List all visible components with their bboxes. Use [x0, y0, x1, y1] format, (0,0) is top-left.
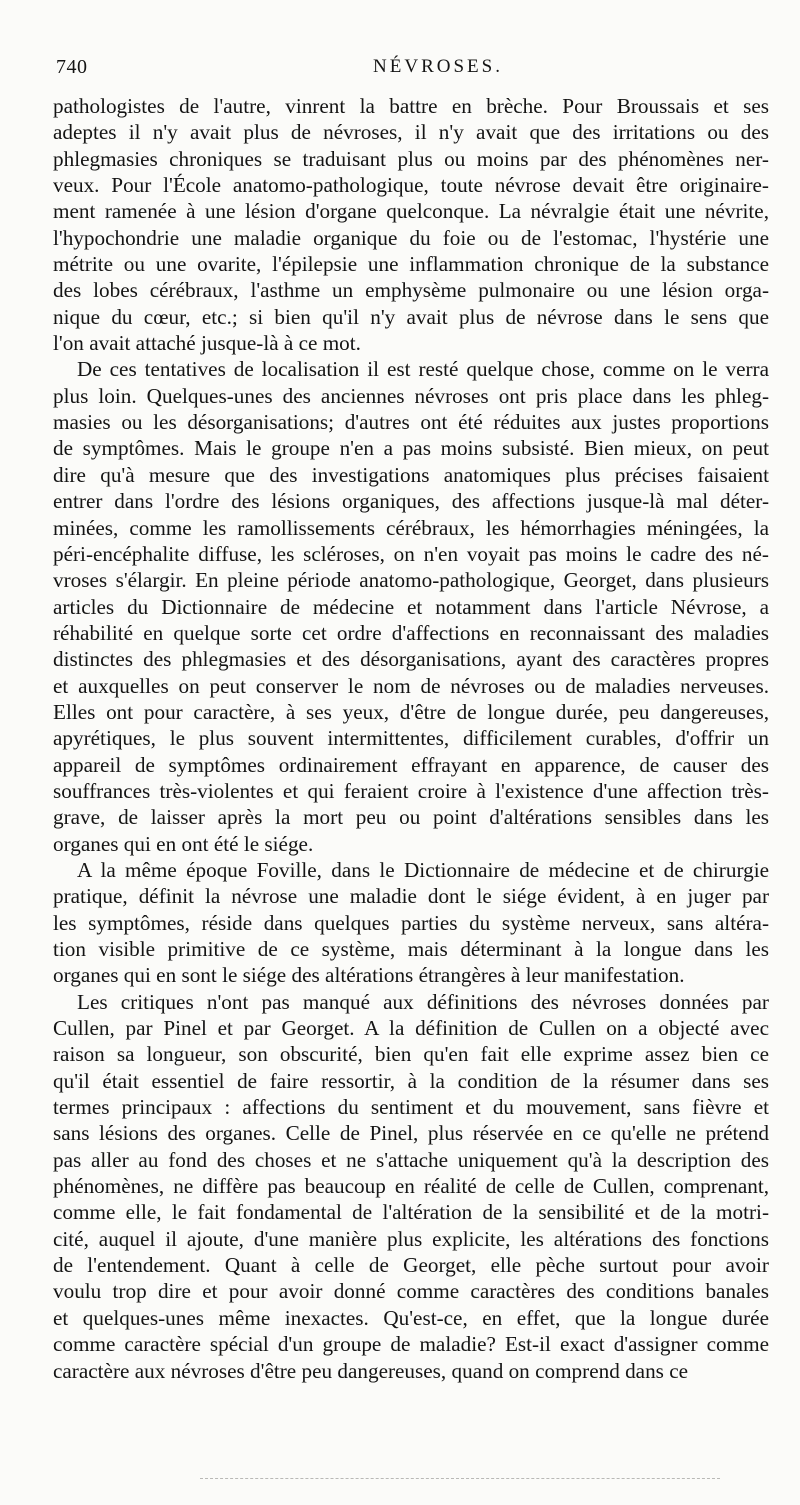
text-line: Cullen, par Pinel et par Georget. A la définition de Cullen on a objecté avec: [53, 1016, 769, 1041]
text-line: réhabilité en quelque sorte cet ordre d'affections en reconnaissant des maladies: [53, 620, 769, 645]
text-line: minées, comme les ramollissements cérébraux, les hémorrhagies méningées, la: [53, 515, 769, 540]
text-line: Elles ont pour caractère, à ses yeux, d'être de longue durée, peu dangereuses,: [53, 699, 769, 724]
text-line: phénomènes, ne diffère pas beaucoup en réalité de celle de Cullen, comprenant,: [53, 1174, 769, 1199]
text-line: l'hypochondrie une maladie organique du foie ou de l'estomac, l'hystérie une: [53, 225, 769, 250]
text-line: de l'entendement. Quant à celle de Georget, elle pèche surtout pour avoir: [53, 1253, 769, 1278]
text-line: souffrances très-violentes et qui feraient croire à l'existence d'une affection très-: [53, 778, 769, 803]
paragraph: [53, 93, 769, 356]
text-line: De ces tentatives de localisation il est resté quelque chose, comme on le verra: [77, 357, 769, 382]
text-line: veux. Pour l'École anatomo-pathologique, toute névrose devait être originaire-: [53, 173, 769, 198]
text-line: masies ou les désorganisations; d'autres ont été réduites aux justes proportions: [53, 410, 769, 435]
text-line: qu'il était essentiel de faire ressortir, à la condition de la résumer dans ses: [53, 1068, 769, 1093]
text-line: Les critiques n'ont pas manqué aux définitions des névroses données par: [77, 989, 769, 1014]
page-number: 740: [56, 56, 88, 78]
text-line: pratique, définit la névrose une maladie dont le siége évident, à en juger par: [53, 884, 769, 909]
text-line: grave, de laisser après la mort peu ou point d'altérations sensibles dans les: [53, 805, 769, 830]
text-line: caractère aux névroses d'être peu dangereuses, quand on comprend dans ce: [53, 1358, 689, 1383]
running-head: NÉVROSES.: [373, 56, 503, 77]
text-line: et auxquelles on peut conserver le nom de névroses ou de maladies nerveuses.: [53, 673, 769, 698]
text-line: cité, auquel il ajoute, d'une manière plus explicite, les altérations des fonctions: [53, 1226, 769, 1251]
text-line: phlegmasies chroniques se traduisant plus ou moins par des phénomènes ner-: [53, 146, 769, 171]
text-line: vroses s'élargir. En pleine période anatomo-pathologique, Georget, dans plusieurs: [53, 568, 769, 593]
text-line: des lobes cérébraux, l'asthme un emphysème pulmonaire ou une lésion orga-: [53, 278, 769, 303]
text-line: comme elle, le fait fondamental de l'altération de la sensibilité et de la motri-: [53, 1200, 769, 1225]
text-line: nique du cœur, etc.; si bien qu'il n'y avait plus de névrose dans le sens que: [53, 304, 769, 329]
text-line: de symptômes. Mais le groupe n'en a pas moins subsisté. Bien mieux, on peut: [53, 436, 769, 461]
text-line: adeptes il n'y avait plus de névroses, il n'y avait que des irritations ou des: [53, 120, 769, 145]
footer-rule: [200, 1478, 720, 1479]
text-line: A la même époque Foville, dans le Dictionnaire de médecine et de chirurgie: [77, 857, 769, 882]
text-line: dire qu'à mesure que des investigations anatomiques plus précises faisaient: [53, 462, 769, 487]
text-line: ment ramenée à une lésion d'organe quelconque. La névralgie était une névrite,: [53, 199, 769, 224]
text-line: apyrétiques, le plus souvent intermittentes, difficilement curables, d'offrir un: [53, 726, 769, 751]
paragraph: [53, 356, 769, 857]
text-line: les symptômes, réside dans quelques parties du système nerveux, sans altéra-: [53, 910, 769, 935]
paragraph: [53, 857, 769, 989]
text-line: termes principaux : affections du sentiment et du mouvement, sans fièvre et: [53, 1095, 769, 1120]
text-line: distinctes des phlegmasies et des désorganisations, ayant des caractères propres: [53, 647, 769, 672]
text-line: comme caractère spécial d'un groupe de maladie? Est-il exact d'assigner comme: [53, 1332, 769, 1357]
text-line: l'on avait attaché jusque-là à ce mot.: [53, 331, 361, 356]
text-line: pas aller au fond des choses et ne s'attache uniquement qu'à la description des: [53, 1147, 769, 1172]
text-line: plus loin. Quelques-unes des anciennes névroses ont pris place dans les phleg-: [53, 383, 769, 408]
text-line: voulu trop dire et pour avoir donné comme caractères des conditions banales: [53, 1279, 769, 1304]
text-line: organes qui en ont été le siége.: [53, 831, 314, 856]
text-line: péri-encéphalite diffuse, les scléroses, on n'en voyait pas moins le cadre des né-: [53, 541, 769, 566]
text-line: articles du Dictionnaire de médecine et notamment dans l'article Névrose, a: [53, 594, 769, 619]
text-line: pathologistes de l'autre, vinrent la battre en brèche. Pour Broussais et ses: [53, 94, 769, 118]
text-line: organes qui en sont le siége des altérations étrangères à leur manifestation.: [53, 963, 685, 988]
text-line: sans lésions des organes. Celle de Pinel, plus réservée en ce qu'elle ne prétend: [53, 1121, 769, 1146]
text-line: entrer dans l'ordre des lésions organiques, des affections jusque-là mal déter-: [53, 489, 769, 514]
text-line: métrite ou une ovarite, l'épilepsie une inflammation chronique de la substance: [53, 252, 769, 277]
text-line: tion visible primitive de ce système, mais déterminant à la longue dans les: [53, 937, 769, 961]
text-line: et quelques-unes même inexactes. Qu'est-ce, en effet, que la longue durée: [53, 1305, 769, 1330]
text-line: raison sa longueur, son obscurité, bien qu'en fait elle exprime assez bien ce: [53, 1042, 769, 1067]
text-line: appareil de symptômes ordinairement effrayant en apparence, de causer des: [53, 752, 769, 777]
body-text: [53, 93, 769, 1384]
paragraph: [53, 989, 769, 1384]
page-header: [56, 56, 760, 86]
